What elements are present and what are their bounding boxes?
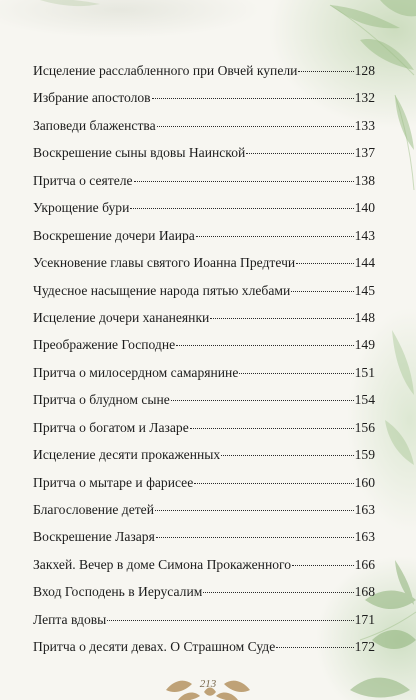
dot-leader bbox=[239, 373, 353, 374]
dot-leader bbox=[171, 400, 354, 401]
dot-leader bbox=[134, 181, 354, 182]
toc-entry-page: 160 bbox=[354, 474, 375, 490]
toc-entry-title: Притча о мытаре и фарисее bbox=[33, 474, 194, 490]
toc-entry-page: 133 bbox=[354, 117, 375, 133]
toc-entry-title: Притча о десяти девах. О Страшном Суде bbox=[33, 639, 276, 655]
toc-entry-title: Воскрешение сыны вдовы Наинской bbox=[33, 145, 246, 161]
toc-entry-page: 171 bbox=[354, 611, 375, 627]
toc-entry-title: Вход Господень в Иерусалим bbox=[33, 584, 203, 600]
toc-entry-page: 140 bbox=[354, 200, 375, 216]
toc-entry bbox=[33, 441, 375, 468]
toc-entry-title: Воскрешение Лазаря bbox=[33, 529, 155, 545]
toc-entry bbox=[33, 578, 375, 605]
toc-entry bbox=[33, 331, 375, 358]
toc-entry bbox=[33, 57, 375, 84]
toc-entry bbox=[33, 277, 375, 304]
dot-leader bbox=[176, 345, 353, 346]
toc-entry-page: 154 bbox=[354, 392, 375, 408]
toc-entry-title: Притча о милосердном самарянине bbox=[33, 364, 239, 380]
dot-leader bbox=[190, 428, 354, 429]
toc-entry-page: 172 bbox=[354, 639, 375, 655]
toc-entry-page: 132 bbox=[354, 90, 375, 106]
toc-entry-page: 143 bbox=[354, 227, 375, 243]
toc-entry bbox=[33, 551, 375, 578]
toc-entry-title: Воскрешение дочери Иаира bbox=[33, 227, 195, 243]
dot-leader bbox=[292, 565, 354, 566]
toc-entry-title: Чудесное насыщение народа пятью хлебами bbox=[33, 282, 291, 298]
toc-entry bbox=[33, 359, 375, 386]
toc-entry-title: Притча о блудном сыне bbox=[33, 392, 170, 408]
toc-entry bbox=[33, 414, 375, 441]
toc-entry bbox=[33, 139, 375, 166]
toc-entry bbox=[33, 386, 375, 413]
dot-leader bbox=[210, 318, 353, 319]
toc-entry-title: Притча о богатом и Лазаре bbox=[33, 419, 189, 435]
toc-entry-title: Усекновение главы святого Иоанна Предтечи bbox=[33, 255, 296, 271]
toc-entry-title: Исцеление дочери хананеянки bbox=[33, 309, 210, 325]
toc-entry bbox=[33, 167, 375, 194]
table-of-contents bbox=[33, 57, 375, 661]
toc-entry-page: 138 bbox=[354, 172, 375, 188]
toc-entry-title: Избрание апостолов bbox=[33, 90, 151, 106]
toc-entry-page: 128 bbox=[354, 63, 375, 78]
toc-entry-page: 166 bbox=[354, 556, 375, 572]
dot-leader bbox=[296, 263, 353, 264]
dot-leader bbox=[194, 483, 353, 484]
toc-entry-title: Благословение детей bbox=[33, 502, 154, 517]
toc-entry bbox=[33, 633, 375, 660]
toc-entry bbox=[33, 606, 375, 633]
toc-entry-page: 168 bbox=[354, 584, 375, 600]
dot-leader bbox=[107, 620, 353, 621]
toc-entry-title: Исцеление десяти прокаженных bbox=[33, 447, 221, 463]
toc-entry-page: 151 bbox=[354, 364, 375, 380]
toc-entry-title: Притча о сеятеле bbox=[33, 172, 133, 188]
toc-entry-title: Лепта вдовы bbox=[33, 611, 107, 627]
toc-entry-title: Укрощение бури bbox=[33, 200, 130, 216]
toc-entry bbox=[33, 523, 375, 550]
toc-entry bbox=[33, 496, 375, 523]
dot-leader bbox=[152, 98, 354, 99]
page-number: 213 bbox=[199, 678, 217, 690]
toc-entry-title: Преображение Господне bbox=[33, 337, 176, 353]
toc-entry-page: 144 bbox=[354, 255, 375, 271]
toc-entry-title: Исцеление расслабленного при Овчей купели bbox=[33, 63, 298, 78]
toc-entry-page: 156 bbox=[354, 419, 375, 435]
toc-entry-page: 145 bbox=[354, 282, 375, 298]
dot-leader bbox=[156, 537, 354, 538]
dot-leader bbox=[130, 208, 353, 209]
dot-leader bbox=[291, 291, 353, 292]
toc-entry-title: Заповеди блаженства bbox=[33, 117, 156, 133]
toc-entry-page: 148 bbox=[354, 309, 375, 325]
toc-entry bbox=[33, 469, 375, 496]
toc-entry-page: 149 bbox=[354, 337, 375, 353]
toc-entry bbox=[33, 249, 375, 276]
toc-entry-page: 159 bbox=[354, 447, 375, 463]
toc-entry bbox=[33, 112, 375, 139]
dot-leader bbox=[246, 153, 353, 154]
toc-entry-page: 163 bbox=[354, 502, 375, 517]
dot-leader bbox=[157, 126, 354, 127]
dot-leader bbox=[196, 236, 354, 237]
dot-leader bbox=[221, 455, 353, 456]
dot-leader bbox=[155, 510, 354, 511]
toc-entry-page: 163 bbox=[354, 529, 375, 545]
dot-leader bbox=[298, 71, 353, 72]
toc-entry-page: 137 bbox=[354, 145, 375, 161]
dot-leader bbox=[203, 592, 353, 593]
toc-entry bbox=[33, 222, 375, 249]
toc-entry bbox=[33, 194, 375, 221]
toc-entry-title: Закхей. Вечер в доме Симона Прокаженного bbox=[33, 556, 292, 572]
toc-entry bbox=[33, 304, 375, 331]
toc-entry bbox=[33, 84, 375, 111]
dot-leader bbox=[276, 647, 353, 648]
